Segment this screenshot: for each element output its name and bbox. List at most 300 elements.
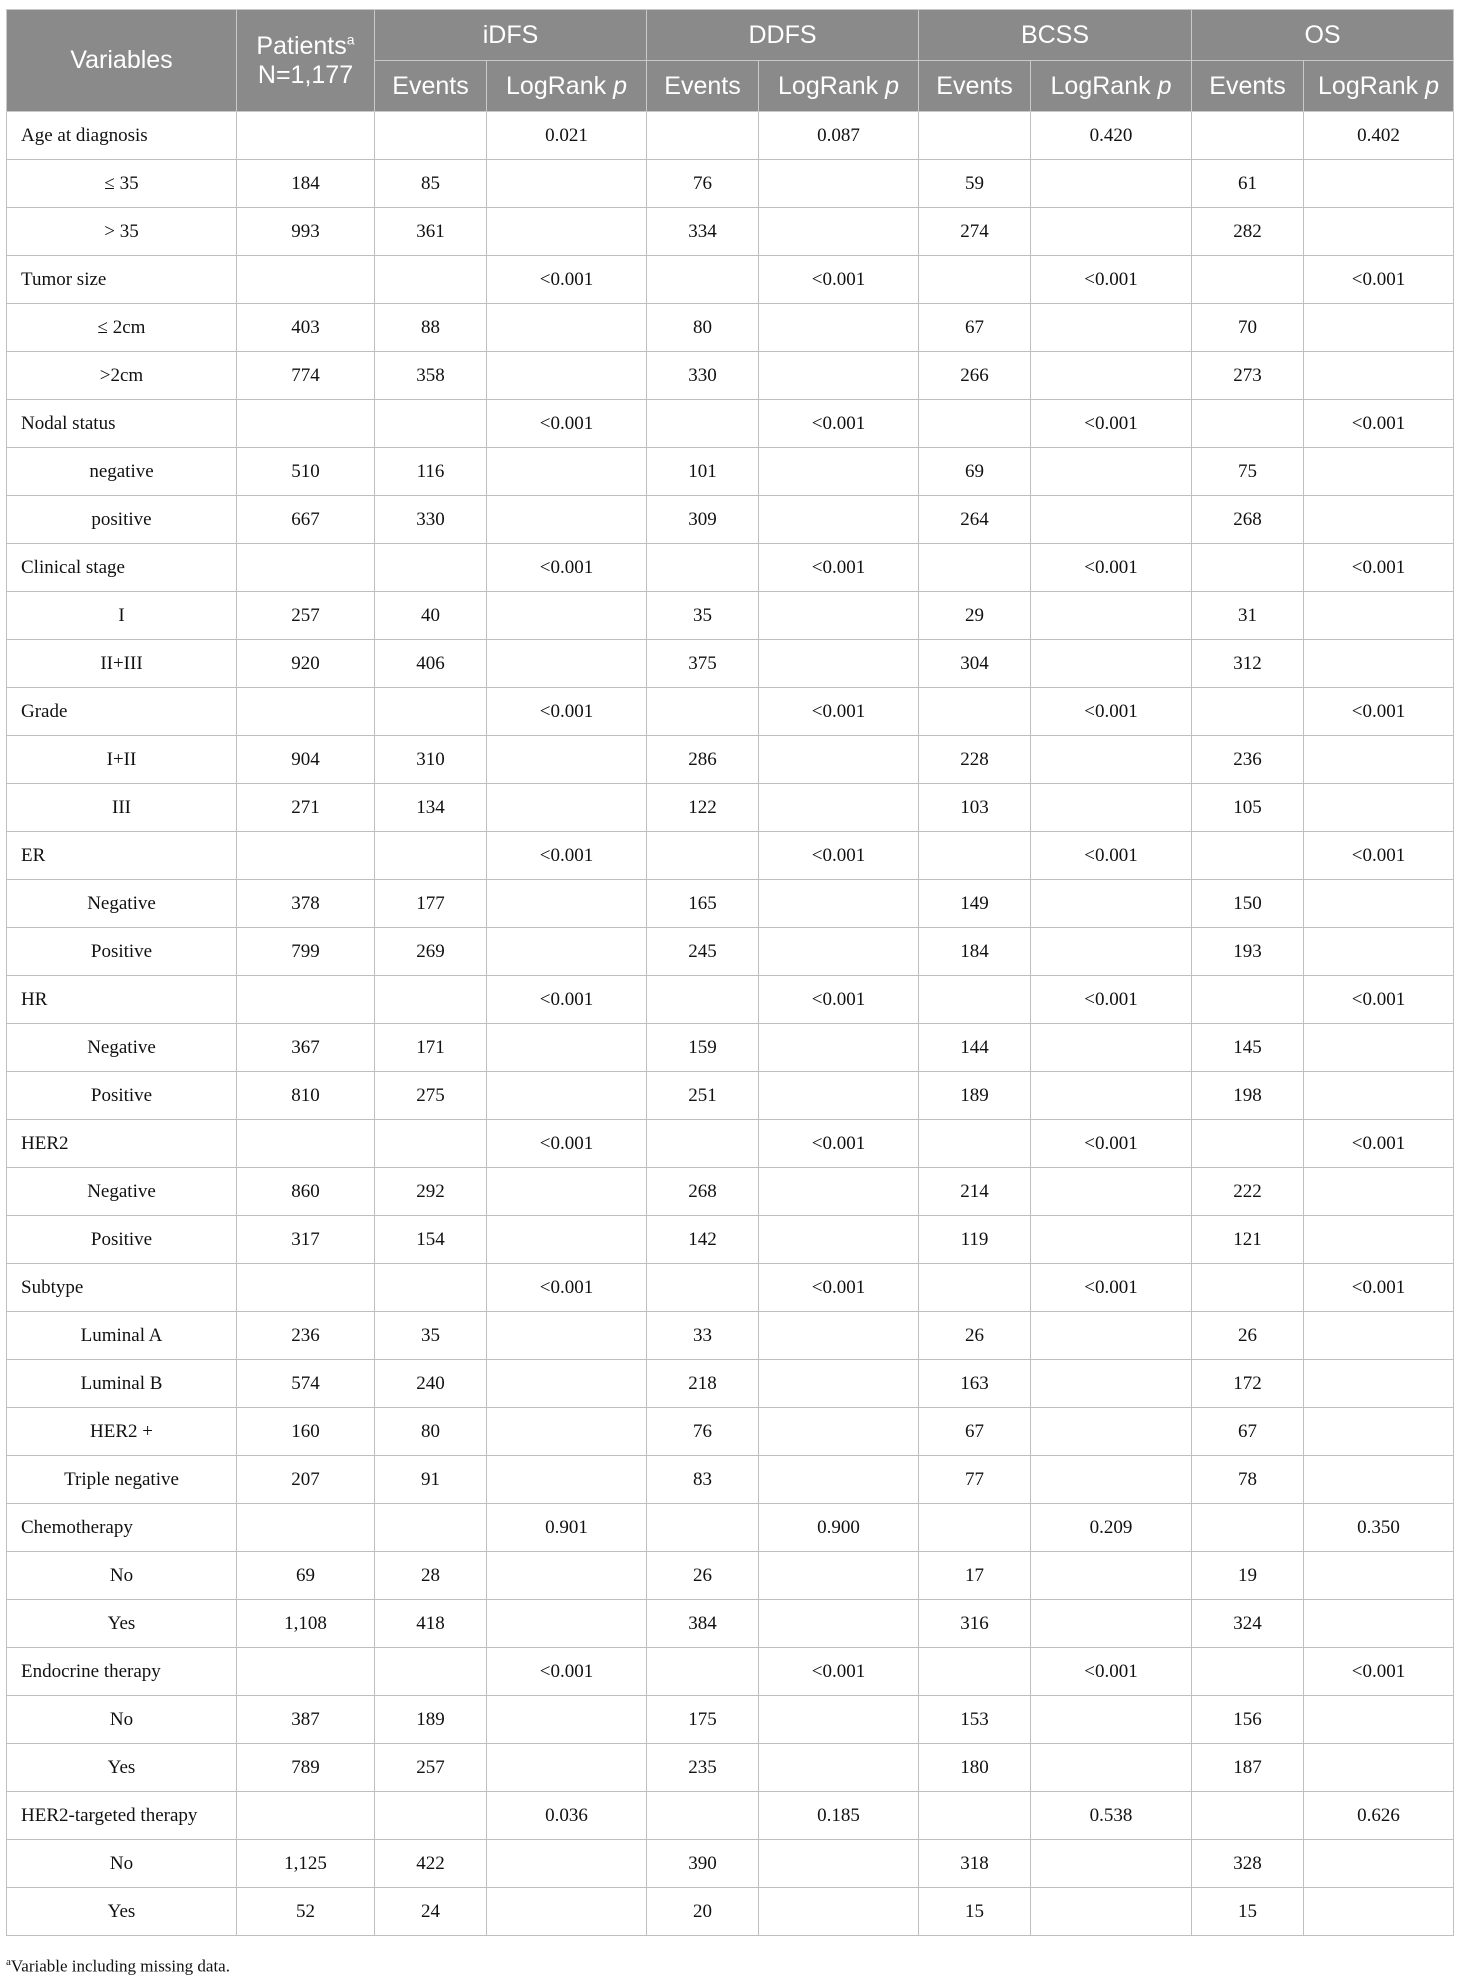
logrank-p-cell: <0.001 (487, 1264, 647, 1312)
events-cell (919, 1504, 1031, 1552)
variable-label: HER2-targeted therapy (7, 1792, 237, 1840)
logrank-p-cell (1031, 496, 1192, 544)
variable-label: HER2 (7, 1120, 237, 1168)
events-cell (1192, 1120, 1304, 1168)
events-cell: 171 (375, 1024, 487, 1072)
table-row (7, 928, 1454, 976)
events-cell (375, 544, 487, 592)
events-cell: 145 (1192, 1024, 1304, 1072)
subheader-logrank (1304, 61, 1454, 112)
category-label: Positive (7, 928, 237, 976)
events-cell (1192, 976, 1304, 1024)
logrank-p-cell (1031, 208, 1192, 256)
logrank-p-cell (487, 1840, 647, 1888)
events-cell: 163 (919, 1360, 1031, 1408)
events-cell: 26 (1192, 1312, 1304, 1360)
logrank-p-cell (1304, 1600, 1454, 1648)
category-label: ≤ 35 (7, 160, 237, 208)
events-cell: 91 (375, 1456, 487, 1504)
events-cell (919, 1792, 1031, 1840)
logrank-p-cell (487, 1888, 647, 1936)
variable-label: HR (7, 976, 237, 1024)
category-label: HER2 + (7, 1408, 237, 1456)
events-cell (375, 1504, 487, 1552)
logrank-p-cell: 0.021 (487, 112, 647, 160)
patients-cell: 810 (237, 1072, 375, 1120)
events-cell: 69 (919, 448, 1031, 496)
table-row (7, 1072, 1454, 1120)
events-cell: 85 (375, 160, 487, 208)
logrank-p-cell (1304, 1312, 1454, 1360)
subheader-events: Events (375, 61, 487, 112)
events-cell: 40 (375, 592, 487, 640)
events-cell: 390 (647, 1840, 759, 1888)
events-cell: 309 (647, 496, 759, 544)
events-cell: 83 (647, 1456, 759, 1504)
subheader-logrank-label: LogRank (1050, 71, 1158, 100)
events-cell: 153 (919, 1696, 1031, 1744)
logrank-p-cell: <0.001 (1031, 832, 1192, 880)
logrank-p-cell (759, 1024, 919, 1072)
patients-cell (237, 400, 375, 448)
events-cell: 330 (647, 352, 759, 400)
logrank-p-cell (759, 1216, 919, 1264)
logrank-p-cell: <0.001 (487, 688, 647, 736)
events-cell (919, 1648, 1031, 1696)
events-cell (1192, 832, 1304, 880)
logrank-p-cell (1304, 1408, 1454, 1456)
logrank-p-cell: <0.001 (487, 400, 647, 448)
events-cell (375, 1264, 487, 1312)
patients-cell: 69 (237, 1552, 375, 1600)
logrank-p-cell (1304, 784, 1454, 832)
events-cell: 33 (647, 1312, 759, 1360)
patients-cell: 271 (237, 784, 375, 832)
logrank-p-cell (487, 736, 647, 784)
logrank-p-cell: <0.001 (1304, 976, 1454, 1024)
logrank-p-cell: <0.001 (1304, 832, 1454, 880)
logrank-p-cell (1304, 1744, 1454, 1792)
logrank-p-cell (487, 208, 647, 256)
logrank-p-cell: <0.001 (1304, 688, 1454, 736)
events-cell: 184 (919, 928, 1031, 976)
logrank-p-cell: <0.001 (759, 1264, 919, 1312)
events-cell: 375 (647, 640, 759, 688)
table-row (7, 1600, 1454, 1648)
category-label: No (7, 1552, 237, 1600)
events-cell: 304 (919, 640, 1031, 688)
subheader-logrank-p: p (1425, 71, 1439, 100)
events-cell: 268 (647, 1168, 759, 1216)
survival-table (6, 9, 1454, 1936)
logrank-p-cell (1031, 1552, 1192, 1600)
logrank-p-cell (1031, 448, 1192, 496)
events-cell (1192, 400, 1304, 448)
events-cell: 240 (375, 1360, 487, 1408)
category-label: positive (7, 496, 237, 544)
table-group-row (7, 1504, 1454, 1552)
logrank-p-cell (759, 1888, 919, 1936)
events-cell (647, 1792, 759, 1840)
logrank-p-cell (759, 496, 919, 544)
logrank-p-cell: <0.001 (1304, 1264, 1454, 1312)
table-group-row (7, 256, 1454, 304)
subheader-logrank-label: LogRank (506, 71, 614, 100)
logrank-p-cell (487, 352, 647, 400)
events-cell: 187 (1192, 1744, 1304, 1792)
logrank-p-cell (487, 304, 647, 352)
table-group-row (7, 1264, 1454, 1312)
events-cell: 105 (1192, 784, 1304, 832)
logrank-p-cell: 0.900 (759, 1504, 919, 1552)
logrank-p-cell (759, 1744, 919, 1792)
logrank-p-cell (1304, 1216, 1454, 1264)
logrank-p-cell (759, 1840, 919, 1888)
patients-cell: 789 (237, 1744, 375, 1792)
header-patients-sup: a (346, 31, 355, 48)
events-cell: 245 (647, 928, 759, 976)
events-cell: 228 (919, 736, 1031, 784)
events-cell (919, 256, 1031, 304)
events-cell: 76 (647, 160, 759, 208)
events-cell: 264 (919, 496, 1031, 544)
table-group-row (7, 544, 1454, 592)
logrank-p-cell (1031, 1840, 1192, 1888)
logrank-p-cell (487, 448, 647, 496)
logrank-p-cell (1304, 352, 1454, 400)
subheader-events: Events (647, 61, 759, 112)
events-cell: 275 (375, 1072, 487, 1120)
patients-cell: 378 (237, 880, 375, 928)
events-cell: 28 (375, 1552, 487, 1600)
logrank-p-cell: 0.402 (1304, 112, 1454, 160)
logrank-p-cell: <0.001 (487, 1120, 647, 1168)
events-cell (919, 544, 1031, 592)
logrank-p-cell (487, 1360, 647, 1408)
logrank-p-cell (1031, 1408, 1192, 1456)
events-cell: 251 (647, 1072, 759, 1120)
events-cell (375, 1120, 487, 1168)
category-label: Positive (7, 1072, 237, 1120)
logrank-p-cell (1304, 736, 1454, 784)
logrank-p-cell (1031, 1600, 1192, 1648)
events-cell: 31 (1192, 592, 1304, 640)
events-cell: 119 (919, 1216, 1031, 1264)
logrank-p-cell: <0.001 (759, 688, 919, 736)
patients-cell: 774 (237, 352, 375, 400)
logrank-p-cell (759, 1600, 919, 1648)
variable-label: Age at diagnosis (7, 112, 237, 160)
table-group-row (7, 688, 1454, 736)
table-row (7, 784, 1454, 832)
logrank-p-cell (1031, 784, 1192, 832)
table-group-row (7, 1120, 1454, 1168)
logrank-p-cell (759, 1456, 919, 1504)
events-cell (647, 1504, 759, 1552)
category-label: Yes (7, 1888, 237, 1936)
patients-cell: 1,125 (237, 1840, 375, 1888)
logrank-p-cell (487, 640, 647, 688)
logrank-p-cell (1031, 1216, 1192, 1264)
logrank-p-cell (1304, 1840, 1454, 1888)
logrank-p-cell: <0.001 (759, 976, 919, 1024)
category-label: Negative (7, 1168, 237, 1216)
category-label: II+III (7, 640, 237, 688)
logrank-p-cell: 0.626 (1304, 1792, 1454, 1840)
table-row (7, 1360, 1454, 1408)
events-cell: 214 (919, 1168, 1031, 1216)
category-label: Yes (7, 1600, 237, 1648)
logrank-p-cell (1304, 160, 1454, 208)
header-patients (237, 10, 375, 112)
variable-label: Clinical stage (7, 544, 237, 592)
events-cell: 165 (647, 880, 759, 928)
logrank-p-cell (1304, 448, 1454, 496)
logrank-p-cell (1031, 640, 1192, 688)
logrank-p-cell: <0.001 (759, 1120, 919, 1168)
events-cell (375, 976, 487, 1024)
events-cell (647, 1120, 759, 1168)
logrank-p-cell (1031, 1024, 1192, 1072)
table-body (7, 112, 1454, 1936)
footnote-sup: a (6, 1956, 11, 1968)
patients-cell: 184 (237, 160, 375, 208)
logrank-p-cell (487, 1456, 647, 1504)
logrank-p-cell (759, 1360, 919, 1408)
table-row (7, 736, 1454, 784)
events-cell (375, 832, 487, 880)
patients-cell: 52 (237, 1888, 375, 1936)
logrank-p-cell (1031, 1168, 1192, 1216)
events-cell: 274 (919, 208, 1031, 256)
events-cell (919, 1120, 1031, 1168)
patients-cell: 160 (237, 1408, 375, 1456)
events-cell: 149 (919, 880, 1031, 928)
logrank-p-cell (1031, 1072, 1192, 1120)
table-row (7, 208, 1454, 256)
events-cell: 292 (375, 1168, 487, 1216)
events-cell: 59 (919, 160, 1031, 208)
events-cell: 198 (1192, 1072, 1304, 1120)
events-cell (375, 400, 487, 448)
events-cell: 121 (1192, 1216, 1304, 1264)
events-cell: 78 (1192, 1456, 1304, 1504)
header-group-ddfs: DDFS (647, 10, 919, 61)
logrank-p-cell: <0.001 (1304, 400, 1454, 448)
patients-cell: 904 (237, 736, 375, 784)
category-label: Negative (7, 880, 237, 928)
logrank-p-cell (1304, 496, 1454, 544)
events-cell: 358 (375, 352, 487, 400)
table-row (7, 640, 1454, 688)
logrank-p-cell (1031, 880, 1192, 928)
events-cell: 101 (647, 448, 759, 496)
events-cell: 154 (375, 1216, 487, 1264)
logrank-p-cell (487, 1600, 647, 1648)
logrank-p-cell (759, 784, 919, 832)
events-cell: 17 (919, 1552, 1031, 1600)
logrank-p-cell (487, 592, 647, 640)
logrank-p-cell: <0.001 (487, 1648, 647, 1696)
events-cell: 177 (375, 880, 487, 928)
events-cell: 422 (375, 1840, 487, 1888)
header-patients-n: N=1,177 (257, 60, 354, 89)
logrank-p-cell (759, 160, 919, 208)
events-cell: 384 (647, 1600, 759, 1648)
events-cell (1192, 1264, 1304, 1312)
logrank-p-cell (487, 160, 647, 208)
category-label: No (7, 1696, 237, 1744)
logrank-p-cell: <0.001 (487, 544, 647, 592)
events-cell (647, 688, 759, 736)
events-cell: 269 (375, 928, 487, 976)
table-row (7, 880, 1454, 928)
events-cell: 75 (1192, 448, 1304, 496)
table-row (7, 1408, 1454, 1456)
events-cell: 70 (1192, 304, 1304, 352)
events-cell: 406 (375, 640, 487, 688)
logrank-p-cell (759, 592, 919, 640)
events-cell: 159 (647, 1024, 759, 1072)
logrank-p-cell (487, 784, 647, 832)
category-label: > 35 (7, 208, 237, 256)
subheader-logrank (1031, 61, 1192, 112)
footnote-text: Variable including missing data. (10, 1956, 230, 1976)
patients-cell (237, 1792, 375, 1840)
patients-cell: 367 (237, 1024, 375, 1072)
events-cell: 122 (647, 784, 759, 832)
events-cell: 150 (1192, 880, 1304, 928)
events-cell (375, 1648, 487, 1696)
events-cell (647, 112, 759, 160)
variable-label: Nodal status (7, 400, 237, 448)
logrank-p-cell (759, 1552, 919, 1600)
table-row (7, 352, 1454, 400)
events-cell (919, 1264, 1031, 1312)
logrank-p-cell (487, 1408, 647, 1456)
table-group-row (7, 1792, 1454, 1840)
events-cell: 116 (375, 448, 487, 496)
events-cell (1192, 1792, 1304, 1840)
events-cell: 142 (647, 1216, 759, 1264)
table-row (7, 1696, 1454, 1744)
logrank-p-cell (487, 1744, 647, 1792)
events-cell: 361 (375, 208, 487, 256)
patients-cell (237, 544, 375, 592)
logrank-p-cell (759, 640, 919, 688)
events-cell: 29 (919, 592, 1031, 640)
patients-cell: 317 (237, 1216, 375, 1264)
logrank-p-cell (1031, 304, 1192, 352)
table-row (7, 448, 1454, 496)
table-row (7, 1312, 1454, 1360)
header-patients-label: Patients (256, 31, 347, 60)
events-cell: 76 (647, 1408, 759, 1456)
patients-cell: 236 (237, 1312, 375, 1360)
logrank-p-cell (487, 1552, 647, 1600)
table-row (7, 1024, 1454, 1072)
events-cell (647, 1648, 759, 1696)
events-cell (647, 400, 759, 448)
events-cell: 324 (1192, 1600, 1304, 1648)
header-variables: Variables (7, 10, 237, 112)
logrank-p-cell (759, 736, 919, 784)
table-row (7, 160, 1454, 208)
logrank-p-cell: 0.350 (1304, 1504, 1454, 1552)
table-row (7, 1888, 1454, 1936)
logrank-p-cell (1304, 304, 1454, 352)
logrank-p-cell (1031, 1888, 1192, 1936)
logrank-p-cell (1304, 1168, 1454, 1216)
logrank-p-cell (487, 1312, 647, 1360)
events-cell (919, 832, 1031, 880)
patients-cell: 860 (237, 1168, 375, 1216)
logrank-p-cell (759, 1696, 919, 1744)
logrank-p-cell (1031, 1456, 1192, 1504)
events-cell: 235 (647, 1744, 759, 1792)
events-cell: 15 (1192, 1888, 1304, 1936)
events-cell: 61 (1192, 160, 1304, 208)
events-cell: 35 (647, 592, 759, 640)
patients-cell (237, 1120, 375, 1168)
table-row (7, 496, 1454, 544)
category-label: I (7, 592, 237, 640)
logrank-p-cell (1031, 1360, 1192, 1408)
logrank-p-cell (759, 208, 919, 256)
subheader-logrank (487, 61, 647, 112)
events-cell: 268 (1192, 496, 1304, 544)
logrank-p-cell: 0.420 (1031, 112, 1192, 160)
events-cell: 218 (647, 1360, 759, 1408)
patients-cell: 387 (237, 1696, 375, 1744)
logrank-p-cell (1304, 1696, 1454, 1744)
events-cell: 418 (375, 1600, 487, 1648)
events-cell: 144 (919, 1024, 1031, 1072)
category-label: I+II (7, 736, 237, 784)
events-cell: 156 (1192, 1696, 1304, 1744)
table-group-row (7, 832, 1454, 880)
events-cell: 282 (1192, 208, 1304, 256)
category-label: >2cm (7, 352, 237, 400)
logrank-p-cell: <0.001 (759, 544, 919, 592)
logrank-p-cell: 0.087 (759, 112, 919, 160)
logrank-p-cell: <0.001 (1031, 1264, 1192, 1312)
logrank-p-cell: <0.001 (487, 256, 647, 304)
events-cell (647, 1264, 759, 1312)
header-group-bcss: BCSS (919, 10, 1192, 61)
variable-label: Subtype (7, 1264, 237, 1312)
category-label: Luminal B (7, 1360, 237, 1408)
events-cell: 318 (919, 1840, 1031, 1888)
logrank-p-cell (1031, 1696, 1192, 1744)
category-label: Negative (7, 1024, 237, 1072)
events-cell: 189 (919, 1072, 1031, 1120)
logrank-p-cell: 0.901 (487, 1504, 647, 1552)
category-label: Luminal A (7, 1312, 237, 1360)
events-cell (647, 976, 759, 1024)
events-cell: 67 (1192, 1408, 1304, 1456)
events-cell: 175 (647, 1696, 759, 1744)
events-cell (1192, 256, 1304, 304)
category-label: ≤ 2cm (7, 304, 237, 352)
logrank-p-cell: <0.001 (1031, 400, 1192, 448)
patients-cell: 403 (237, 304, 375, 352)
logrank-p-cell: <0.001 (1304, 1120, 1454, 1168)
table-container (6, 9, 1453, 1936)
logrank-p-cell (1031, 352, 1192, 400)
header-group-idfs: iDFS (375, 10, 647, 61)
category-label: negative (7, 448, 237, 496)
